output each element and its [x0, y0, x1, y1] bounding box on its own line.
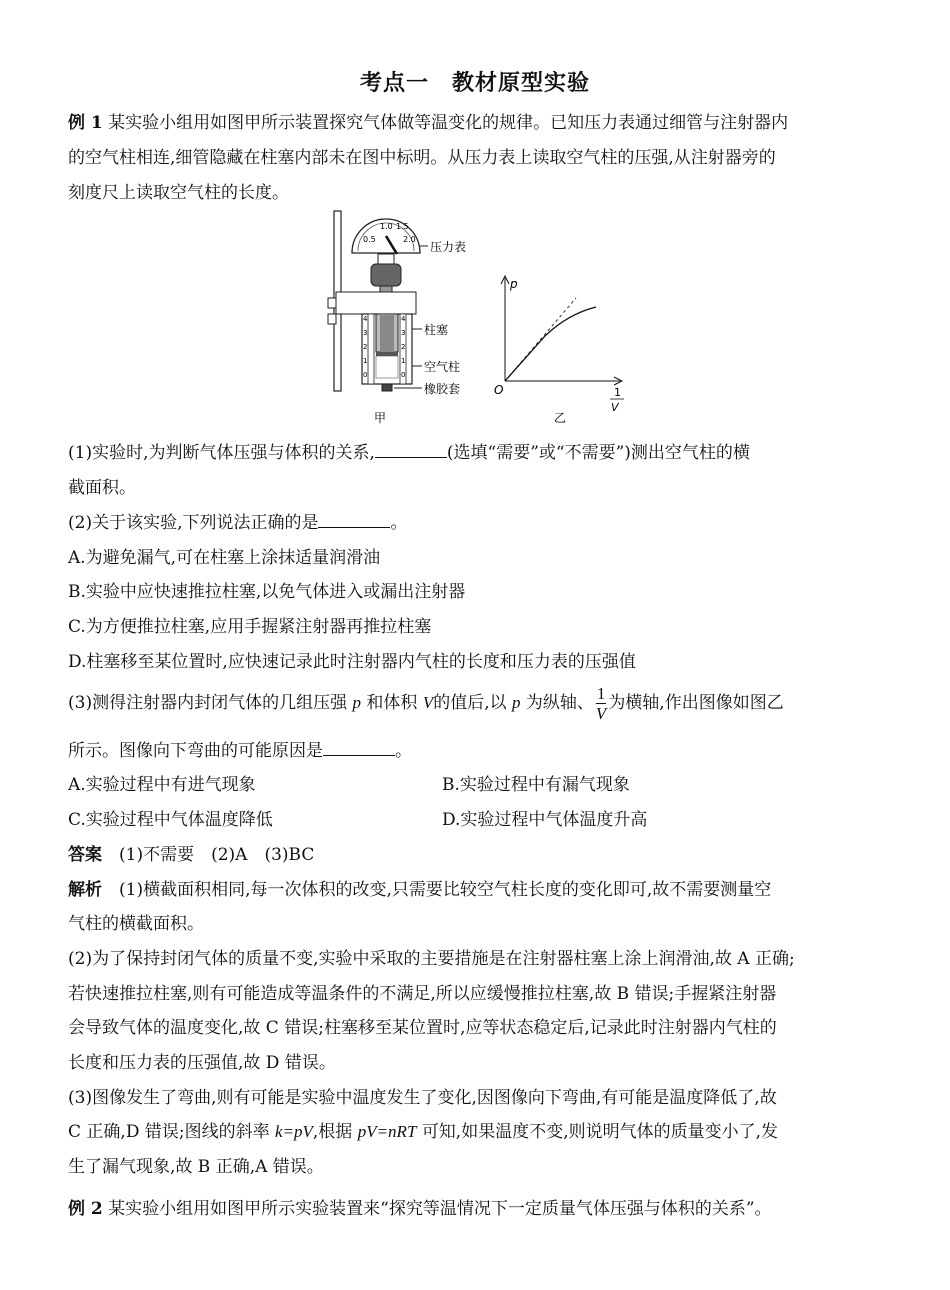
analysis-p3a: (3)图像发生了弯曲,则有可能是实验中温度发生了变化,因图像向下弯曲,有可能是温度降低了,故: [68, 1088, 777, 1108]
q3-text-d: 为纵轴、: [525, 693, 594, 713]
label-air-column: 空气柱: [424, 360, 461, 374]
scale-tick-3-r: 3: [401, 329, 406, 337]
q2-stem: [68, 510, 407, 536]
scale-tick-2-r: 2: [401, 343, 406, 351]
label-pressure-gauge: 压力表: [430, 240, 467, 254]
q3-option-c: C.实验过程中气体温度降低: [68, 810, 273, 830]
analysis-formula-k: k=pV: [274, 1122, 313, 1141]
gauge-connector: [371, 264, 401, 286]
gauge-label-2: 1.5: [396, 222, 409, 231]
axis-x-denominator: V: [611, 401, 619, 414]
analysis-formula-pv: pV=nRT: [357, 1122, 417, 1141]
answer-line: [68, 842, 314, 868]
q3-var-v: V: [422, 693, 434, 712]
q1-text-b: (选填“需要”或“不需要”)测出空气柱的横: [446, 443, 750, 463]
example1-text-1: 某实验小组用如图甲所示装置探究气体做等温变化的规律。已知压力表通过细管与注射器内: [108, 113, 789, 133]
q3-option-d: D.实验过程中气体温度升高: [442, 810, 648, 830]
section-title: 考点一 教材原型实验: [359, 70, 590, 96]
caption-jia: 甲: [374, 411, 387, 425]
q3-var-p2: p: [512, 693, 521, 712]
gauge-label-3: 0.5: [363, 235, 376, 244]
q2-option-b: B.实验中应快速推拉柱塞,以免气体进入或漏出注射器: [68, 582, 466, 602]
analysis-label: 解析: [68, 880, 102, 900]
q2-text: (2)关于该实验,下列说法正确的是: [68, 513, 319, 533]
analysis-p3b1: C 正确,D 错误;图线的斜率: [68, 1122, 270, 1142]
axis-origin: O: [494, 383, 504, 397]
analysis-p3b3: ,根据: [312, 1122, 353, 1142]
q3-frac-num: 1: [596, 684, 606, 703]
label-plunger: 柱塞: [424, 323, 449, 337]
q3-frac-den: V: [595, 704, 607, 723]
answer-label: 答案: [68, 845, 102, 865]
example1-line3: 刻度尺上读取空气柱的长度。: [68, 183, 289, 203]
experiment-curve: [505, 307, 596, 381]
q3-end: 。: [395, 741, 412, 761]
q3-line2: [68, 738, 412, 764]
q3-line1: [68, 683, 784, 723]
example1-label: 例 1: [68, 113, 103, 133]
analysis-p2b: 若快速推拉柱塞,则有可能造成等温条件的不满足,所以应缓慢推拉柱塞,故 B 错误;手握紧注射器: [68, 984, 777, 1004]
scale-tick-1-r: 1: [401, 357, 406, 365]
q2-option-c: C.为方便推拉柱塞,应用手握紧注射器再推拉柱塞: [68, 617, 432, 637]
analysis-p2c: 会导致气体的温度变化,故 C 错误;柱塞移至某位置时,应等状态稳定后,记录此时注射器内气柱的: [68, 1018, 777, 1038]
axis-x-numerator: 1: [614, 386, 621, 399]
q3-option-b: B.实验过程中有漏气现象: [442, 775, 630, 795]
example2-label: 例 2: [68, 1199, 103, 1219]
q3-text-f: 所示。图像向下弯曲的可能原因是: [68, 741, 323, 761]
q3-text-a: (3)测得注射器内封闭气体的几组压强: [68, 693, 348, 713]
scale-tick-1: 1: [363, 357, 368, 365]
scale-tick-0: 0: [363, 371, 368, 379]
answer-text: (1)不需要 (2)A (3)BC: [119, 845, 315, 865]
label-rubber-cap: 橡胶套: [424, 382, 461, 396]
analysis-p1a: (1)横截面积相同,每一次体积的改变,只需要比较空气柱长度的变化即可,故不需要测量空: [119, 880, 772, 900]
q3-text-c: 的值后,以: [433, 693, 507, 713]
clamp-arm: [336, 292, 416, 314]
q3-fraction: [596, 684, 606, 723]
analysis-p2a: (2)为了保持封闭气体的质量不变,实验中采取的主要措施是在注射器柱塞上涂上润滑油,故 A 正确;: [68, 949, 795, 969]
rubber-cap: [382, 384, 392, 391]
caption-yi: 乙: [554, 411, 567, 425]
q3-var-p: p: [352, 693, 361, 712]
q1-line2: 截面积。: [68, 478, 136, 498]
q3-text-b: 和体积: [366, 693, 418, 713]
q2-option-a: A.为避免漏气,可在柱塞上涂抹适量润滑油: [68, 548, 381, 568]
scale-tick-0-r: 0: [401, 371, 406, 379]
q3-option-a: A.实验过程中有进气现象: [68, 775, 256, 795]
example1-line2: 的空气柱相连,细管隐藏在柱塞内部未在图中标明。从压力表上读取空气柱的压强,从注射器旁的: [68, 148, 776, 168]
analysis-p1b: 气柱的横截面积。: [68, 914, 204, 934]
q2-option-d: D.柱塞移至某位置时,应快速记录此时注射器内气柱的长度和压力表的压强值: [68, 652, 636, 672]
analysis-p2d: 长度和压力表的压强值,故 D 错误。: [68, 1053, 336, 1073]
scale-tick-4: 4: [363, 315, 368, 323]
analysis-p3c: 生了漏气现象,故 B 正确,A 错误。: [68, 1157, 324, 1177]
clamp-knob-lower: [328, 314, 336, 324]
q2-end: 。: [390, 513, 408, 533]
q1-text-a: (1)实验时,为判断气体压强与体积的关系,: [68, 443, 375, 463]
clamp-knob-upper: [328, 298, 336, 308]
scale-tick-3: 3: [363, 329, 368, 337]
example2-line: [68, 1196, 772, 1222]
scale-tick-2: 2: [363, 343, 368, 351]
q3-text-e: 为横轴,作出图像如图乙: [608, 693, 784, 713]
gauge-label-4: 2.0: [403, 235, 416, 244]
q1-blank: [375, 441, 447, 458]
q2-blank: [318, 511, 390, 528]
analysis-line1: [68, 877, 771, 903]
experiment-figure: [300, 206, 660, 430]
q3-blank: [323, 739, 395, 756]
gauge-label-1: 1.0: [380, 222, 393, 231]
scale-tick-4-r: 4: [401, 315, 406, 323]
axis-label-p: p: [510, 277, 518, 291]
q1-line1: [68, 440, 750, 466]
example1-line1: [68, 110, 788, 136]
analysis-p3b: [68, 1119, 778, 1145]
analysis-p3b5: 可知,如果温度不变,则说明气体的质量变小了,发: [421, 1122, 779, 1142]
air-column: [376, 356, 398, 378]
example2-text: 某实验小组用如图甲所示实验装置来“探究等温情况下一定质量气体压强与体积的关系”。: [108, 1199, 772, 1219]
